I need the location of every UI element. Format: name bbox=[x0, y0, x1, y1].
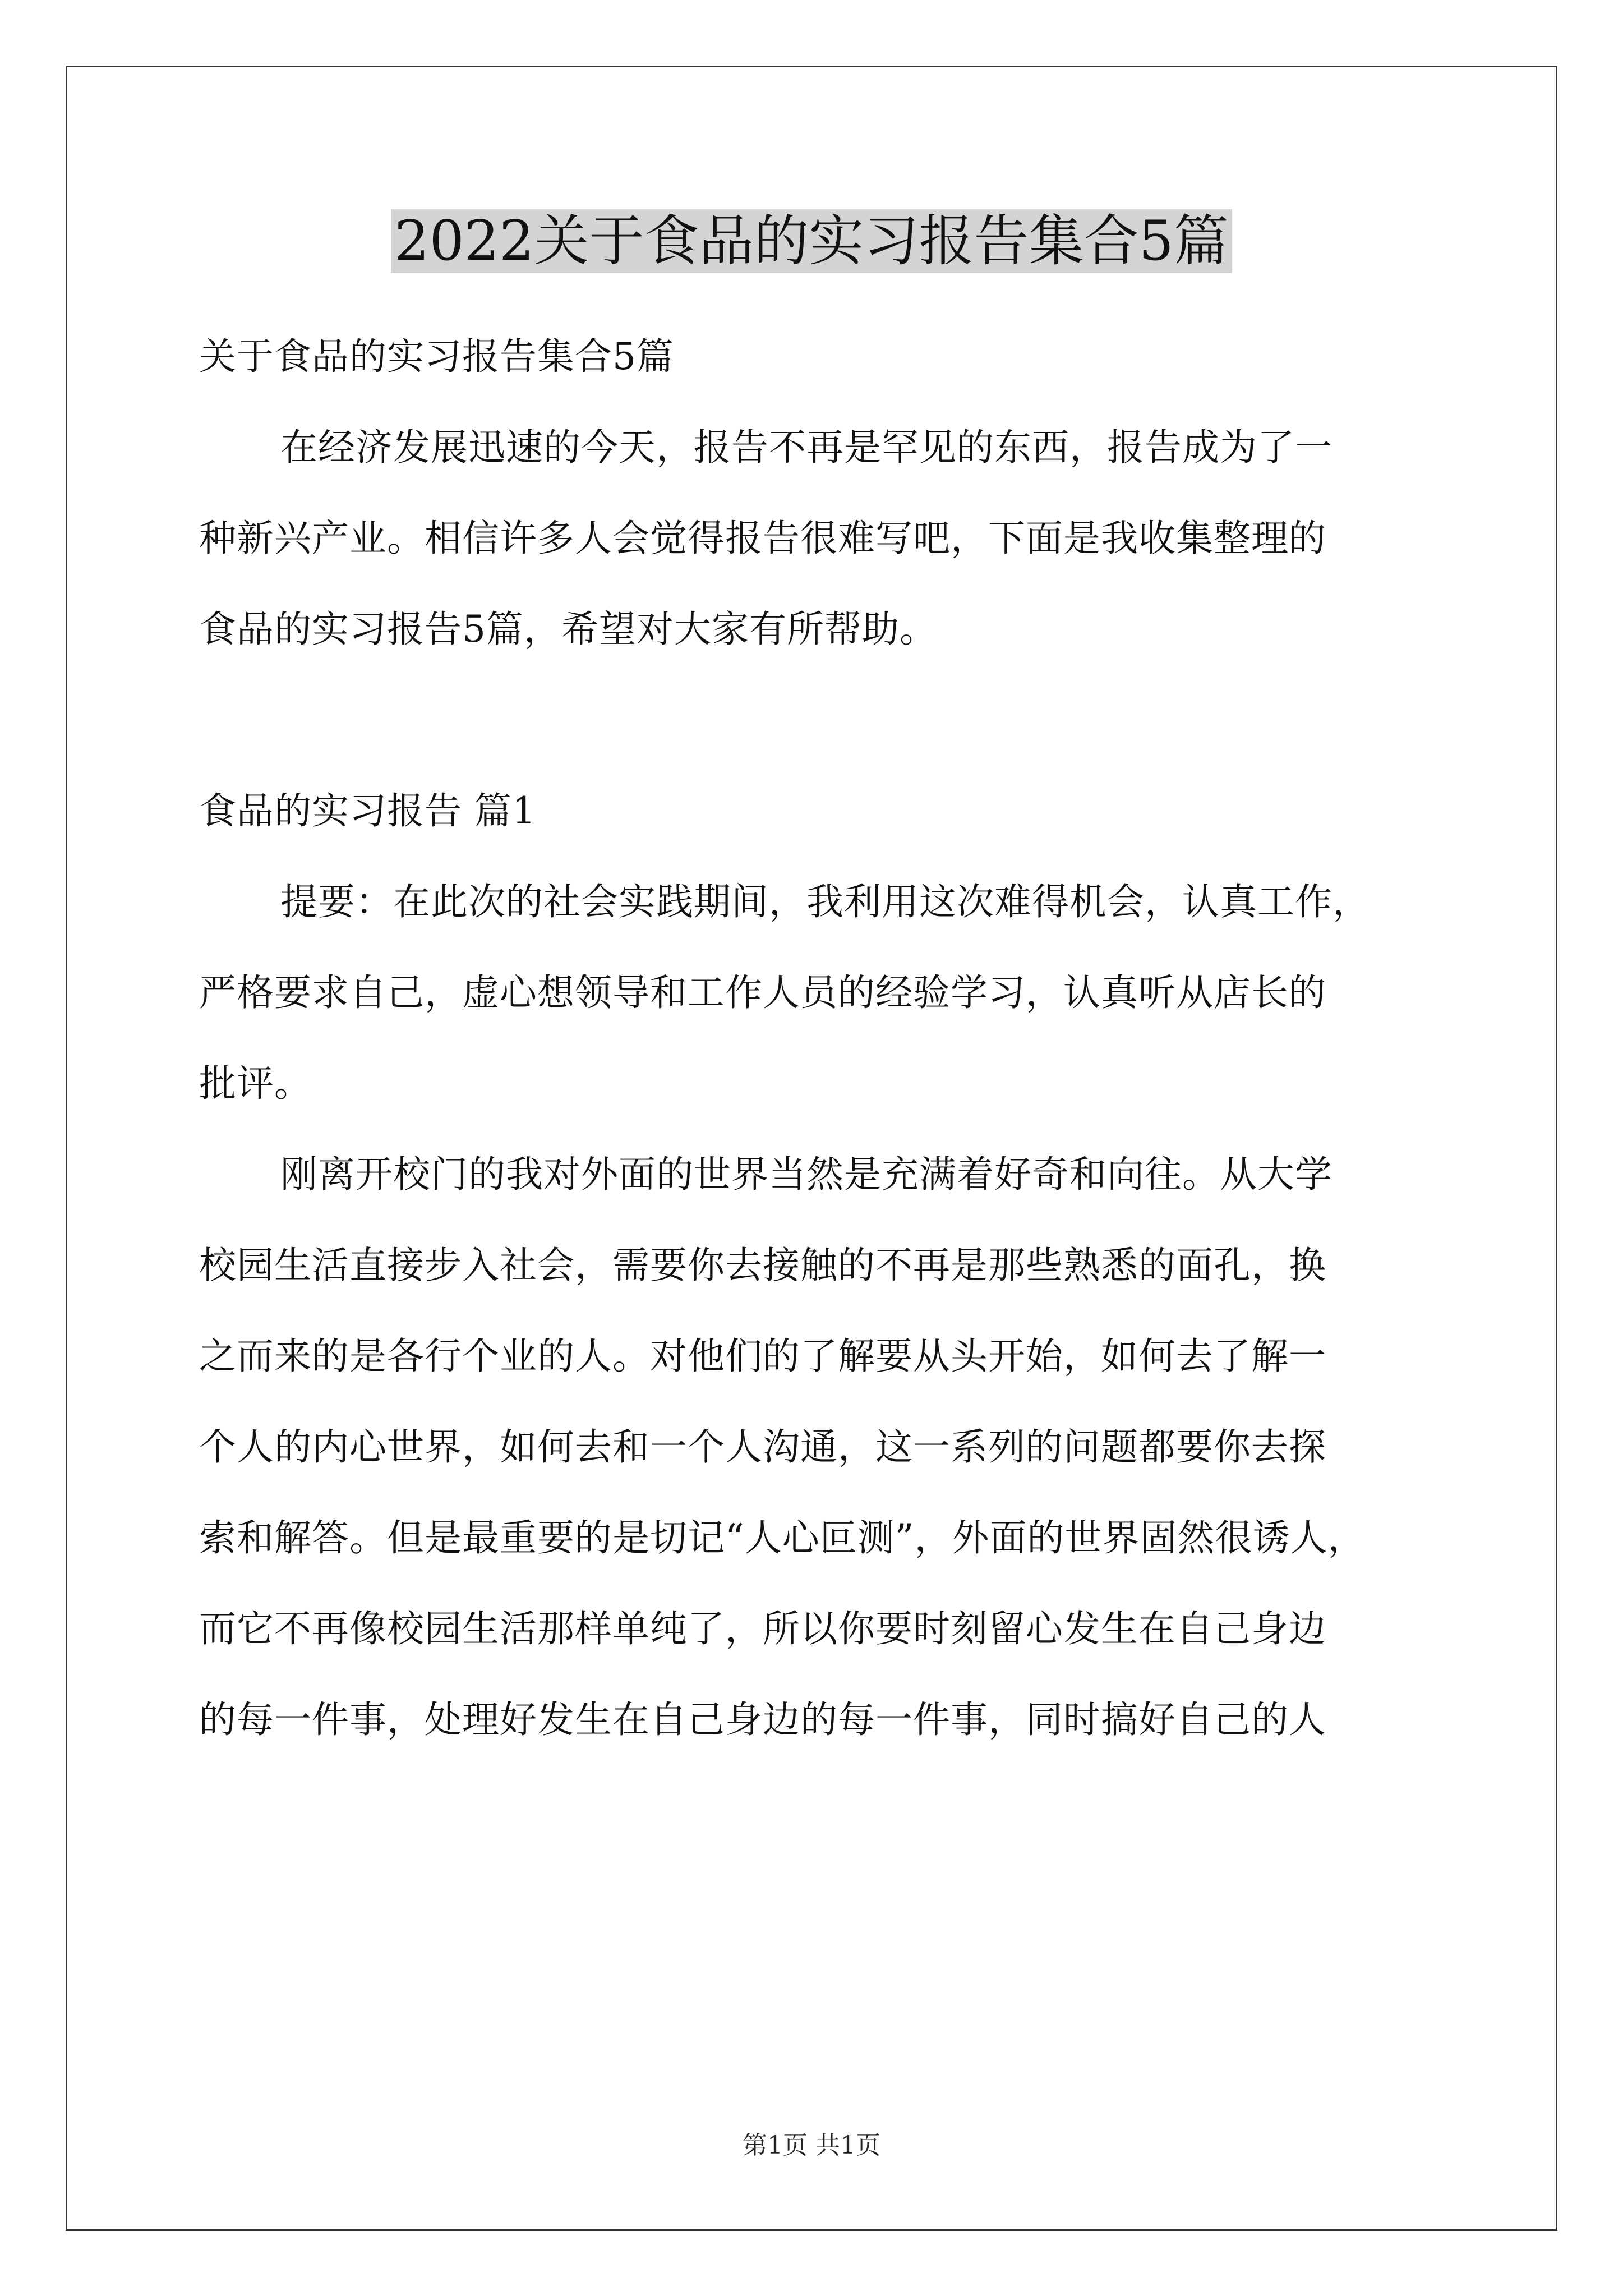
paragraph-line: 严格要求自己，虚心想领导和工作人员的经验学习，认真听从店长的 bbox=[199, 971, 1326, 1014]
paragraph-line: 索和解答。但是最重要的是切记“人心叵测”，外面的世界固然很诱人， bbox=[199, 1516, 1366, 1559]
intro-paragraph bbox=[199, 402, 1424, 675]
paragraph-line: 在经济发展迅速的今天，报告不再是罕见的东西，报告成为了一 bbox=[280, 426, 1332, 469]
paragraph-line: 提要：在此次的社会实践期间，我利用这次难得机会，认真工作， bbox=[280, 880, 1370, 923]
document-title bbox=[0, 205, 1623, 278]
paragraph-line: 种新兴产业。相信许多人会觉得报告很难写吧，下面是我收集整理的 bbox=[199, 517, 1326, 560]
paragraph-line: 食品的实习报告5篇，希望对大家有所帮助。 bbox=[199, 608, 937, 651]
section-heading: 食品的实习报告 篇1 bbox=[199, 789, 536, 832]
paragraph-line: 之而来的是各行个业的人。对他们的了解要从头开始，如何去了解一 bbox=[199, 1335, 1326, 1378]
paragraph-spacer bbox=[199, 675, 1424, 766]
summary-paragraph bbox=[199, 857, 1424, 1129]
paragraph-line: 校园生活直接步入社会，需要你去接触的不再是那些熟悉的面孔，换 bbox=[199, 1244, 1326, 1287]
document-title-text: 2022关于食品的实习报告集合5篇 bbox=[391, 209, 1232, 273]
paragraph-line: 的每一件事，处理好发生在自己身边的每一件事，同时搞好自己的人 bbox=[199, 1698, 1326, 1741]
document-body bbox=[199, 311, 1424, 1765]
paragraph-line: 个人的内心世界，如何去和一个人沟通，这一系列的问题都要你去探 bbox=[199, 1425, 1326, 1469]
paragraph-line: 批评。 bbox=[199, 1062, 312, 1105]
page-footer: 第1页 共1页 bbox=[743, 2131, 880, 2160]
paragraph-line: 刚离开校门的我对外面的世界当然是充满着好奇和向往。从大学 bbox=[280, 1153, 1332, 1196]
paragraph-line: 而它不再像校园生活那样单纯了，所以你要时刻留心发生在自己身边 bbox=[199, 1607, 1326, 1650]
body-paragraph bbox=[199, 1129, 1424, 1765]
document-subtitle: 关于食品的实习报告集合5篇 bbox=[199, 335, 674, 378]
